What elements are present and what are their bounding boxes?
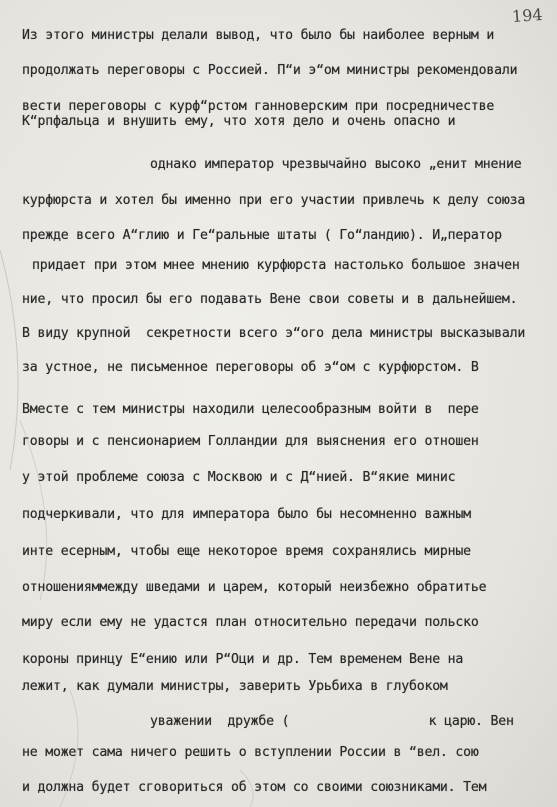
- text-line: у этой проблеме союза с Москвою и с Д“нией. В“якие минис: [22, 470, 456, 485]
- text-line: К“рпфальца и внушить ему, что хотя дело и очень опасно и: [22, 114, 456, 129]
- text-line: вести переговоры с курф“рстом ганноверским при посредничестве: [22, 99, 495, 114]
- text-line: продолжать переговоры с Россией. П“и э“ом министры рекомендовали: [22, 63, 518, 78]
- text-line: и должна будет сговориться об этом со своими союзниками. Тем: [22, 780, 487, 795]
- text-line: уважении дружбе ( к царю. Вен: [150, 714, 514, 729]
- text-line: курфюрста и хотел бы именно при его участии привлечь к делу союза: [22, 193, 526, 208]
- text-line: однако император чрезвычайно высоко „енит мнение: [150, 157, 522, 172]
- text-line: ние, что просил бы его подавать Вене свои советы и в дальнейшем.: [22, 292, 518, 307]
- text-line: лежит, как думали министры, заверить Урьбиха в глубоком: [22, 679, 448, 694]
- text-line: отношенияммежду шведами и царем, который неизбежно обратитье: [22, 580, 487, 595]
- text-line: не может сама ничего решить о вступлении России в “вел. сою: [22, 745, 479, 760]
- text-line: Вместе с тем министры находили целесообразным войти в пере: [22, 402, 479, 417]
- text-line: прежде всего А“глию и Ге“ральные штаты ( Го“ландию). И„ператор: [22, 228, 502, 243]
- text-line: подчеркивали, что для императора было бы несомненно важным: [22, 507, 471, 522]
- text-line: придает при этом мнее мнению курфюрста настолько большое значен: [32, 258, 520, 273]
- text-line: говоры и с пенсионарием Голландии для выяснения его отношен: [22, 434, 479, 449]
- text-line: за устное, не письменное переговоры об э“ом с курфюрстом. В: [22, 360, 479, 375]
- text-line: Из этого министры делали вывод, что было бы наиболее верным и: [22, 28, 495, 43]
- text-line: миру если ему не удастся план относительно передачи польско: [22, 615, 479, 630]
- text-line: короны принцу Е“ению или Р“Оци и др. Тем временем Вене на: [22, 652, 464, 667]
- text-line: инте есерным, чтобы еще некоторое время сохранялись мирные: [22, 544, 471, 559]
- text-line: В виду крупной секретности всего э“ого дела министры высказывали: [22, 326, 526, 341]
- page-number: 194: [511, 4, 544, 27]
